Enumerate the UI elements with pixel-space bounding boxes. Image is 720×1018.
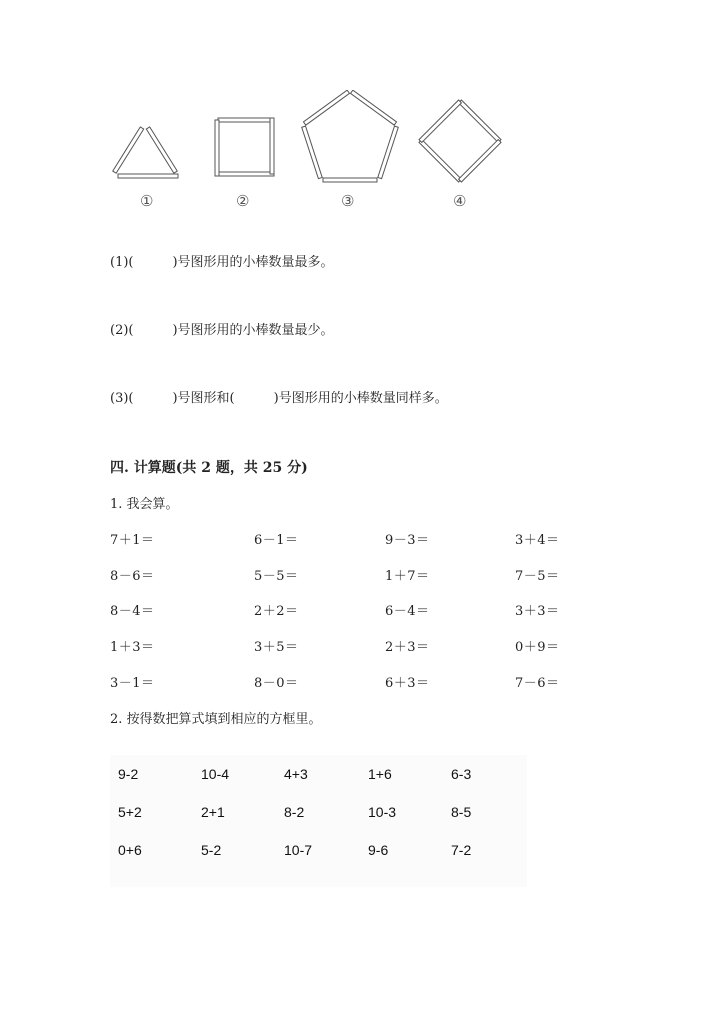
expression: 7－5＝ [515,569,560,584]
expression: 0＋9＝ [515,640,560,655]
box-expression: 1+6 [368,766,392,782]
expression: 6－4＝ [385,604,430,619]
figure-square [210,112,280,182]
box-expression: 8-2 [284,804,305,820]
expression: 8－6＝ [110,569,155,584]
expression: 3＋5＝ [254,640,299,655]
box-expression: 10-7 [284,842,313,858]
question-3: (3)( )号图形和( )号图形用的小棒数量同样多。 [110,391,448,406]
box-expression: 10-4 [201,766,230,782]
expression: 1＋3＝ [110,640,155,655]
expression: 6＋3＝ [385,676,430,691]
expression: 3＋4＝ [515,533,560,548]
expression: 6－1＝ [254,533,299,548]
box-expression: 9-2 [118,766,139,782]
problem-1-title: 1. 我会算。 [110,497,179,512]
question-2: (2)( )号图形用的小棒数量最少。 [110,323,334,338]
box-expression: 0+6 [118,842,142,858]
expression: 5－5＝ [254,569,299,584]
figure-diamond [415,98,505,188]
box-expression: 4+3 [284,766,308,782]
box-expression: 9-6 [368,842,389,858]
figure-label-2: ② [236,192,250,210]
expression: 7＋1＝ [110,533,155,548]
expression: 7－6＝ [515,676,560,691]
box-expression: 5+2 [118,804,142,820]
expression: 9－3＝ [385,533,430,548]
problem-2-box [110,755,527,887]
question-1: (1)( )号图形用的小棒数量最多。 [110,255,334,270]
figure-triangle [110,120,190,190]
box-expression: 2+1 [201,804,225,820]
figure-label-4: ④ [453,192,467,210]
expression: 3＋3＝ [515,604,560,619]
expression: 3－1＝ [110,676,155,691]
figure-pentagon [300,90,400,190]
expression: 2＋2＝ [254,604,299,619]
problem-2-title: 2. 按得数把算式填到相应的方框里。 [110,712,322,727]
box-expression: 7-2 [451,842,472,858]
box-expression: 5-2 [201,842,222,858]
figure-label-1: ① [140,192,154,210]
expression: 2＋3＝ [385,640,430,655]
box-expression: 8-5 [451,804,472,820]
expression: 8－0＝ [254,676,299,691]
expression: 8－4＝ [110,604,155,619]
section-title: 四. 计算题(共 2 题，共 25 分) [110,460,308,476]
box-expression: 10-3 [368,804,397,820]
expression: 1＋7＝ [385,569,430,584]
figure-label-3: ③ [341,192,355,210]
box-expression: 6-3 [451,766,472,782]
